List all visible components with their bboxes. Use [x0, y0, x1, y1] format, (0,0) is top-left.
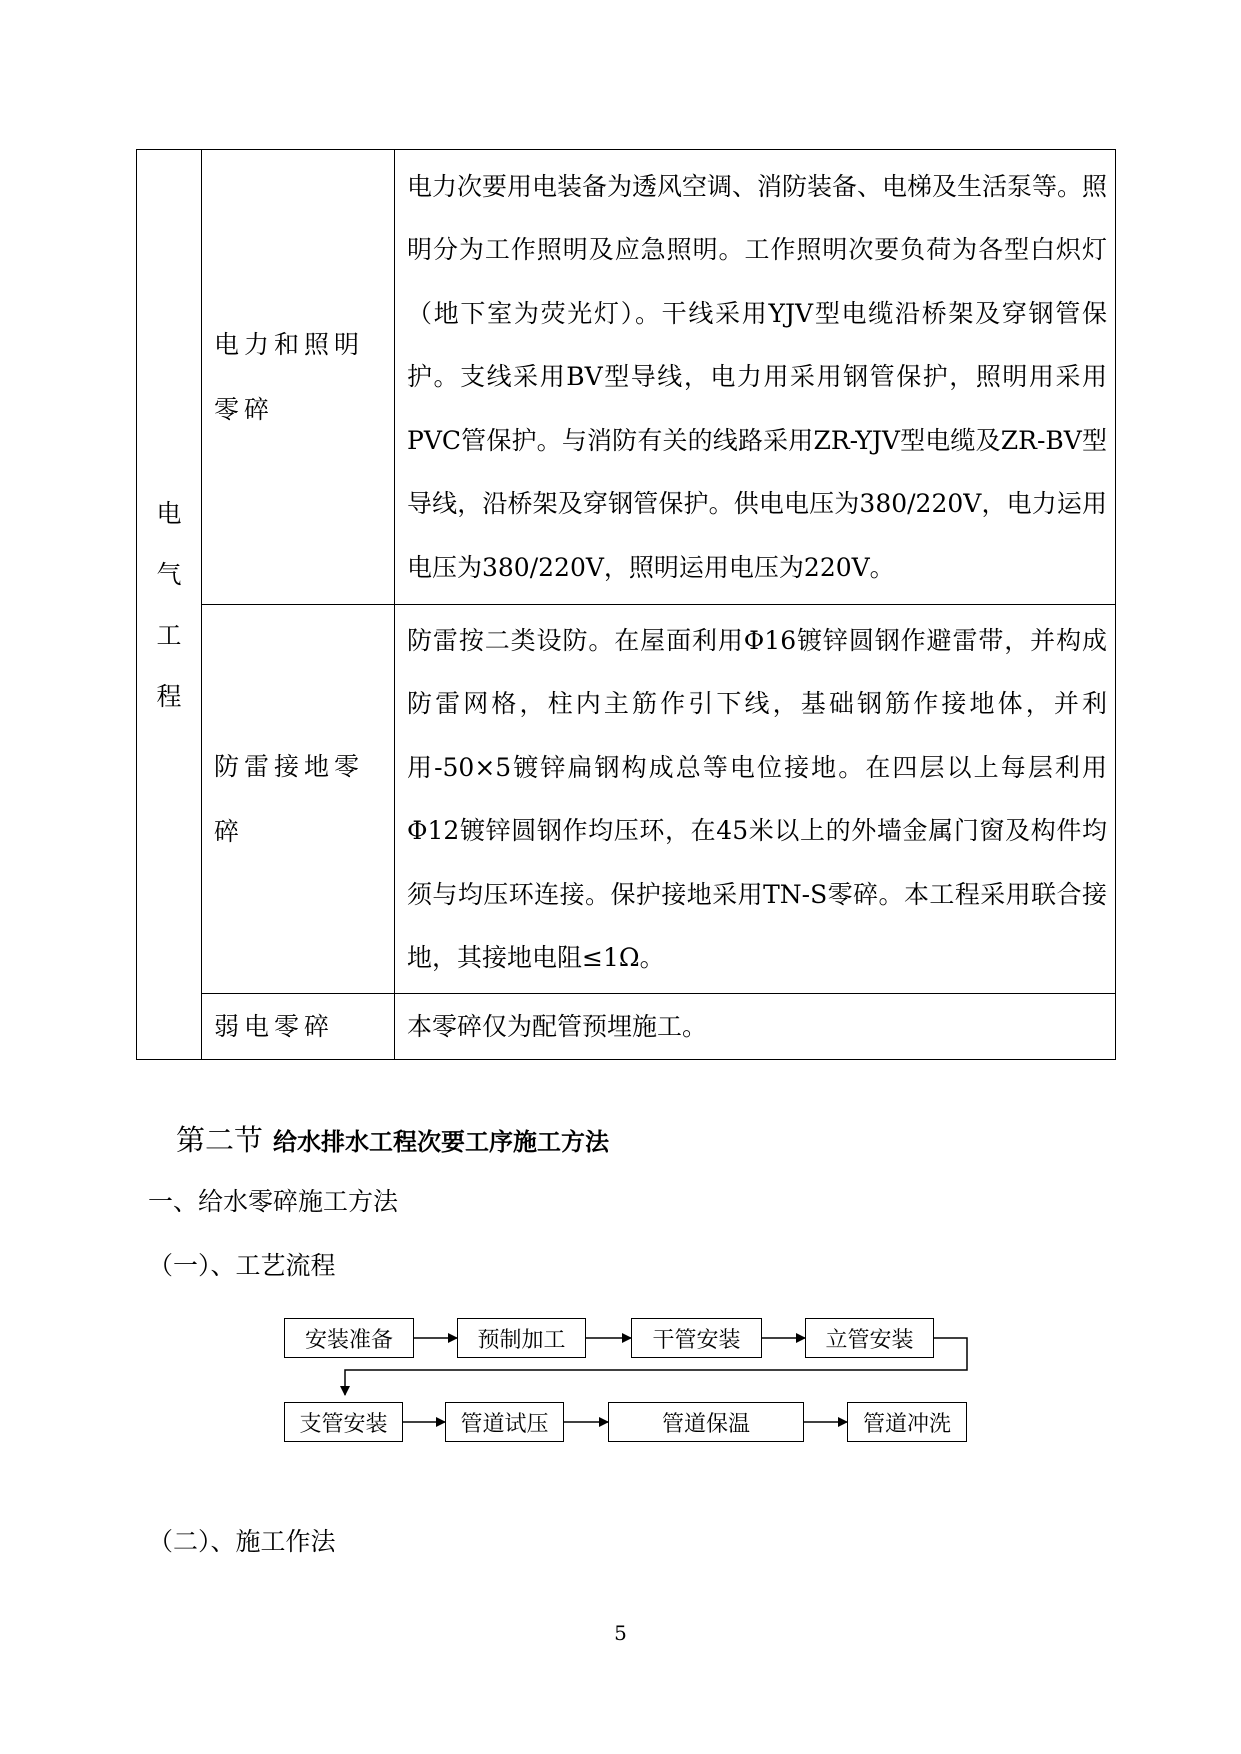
category-char: 气	[156, 559, 182, 589]
flow-step-prefab: 预制加工	[457, 1318, 586, 1358]
flow-step-flushing: 管道冲洗	[847, 1402, 967, 1442]
row-desc-lightning-protection: 防雷按二类设防。在屋面利用Φ16镀锌圆钢作避雷带，并构成防雷网格，柱内主筋作引下线，基础钢筋作接地体，并利用-50×5镀锌扁钢构成总等电位接地。在四层以上每层利用Φ12镀锌圆钢作均压环，在45米以上的外墙金属门窗及构件均须与均压环连接。保护接地采用TN-S零碎。本工程采用联合接地，其接地电阻≤1Ω。	[395, 605, 1116, 994]
row-name-weak-current: 弱电零碎	[202, 994, 395, 1060]
row-name-power-lighting: 电力和照明零碎	[202, 150, 395, 605]
category-char: 程	[156, 681, 182, 711]
row-desc-power-lighting: 电力次要用电装备为透风空调、消防装备、电梯及生活泵等。照明分为工作照明及应急照明。工作照明次要负荷为各型白炽灯（地下室为荧光灯）。干线采用YJV型电缆沿桥架及穿钢管保护。支线采用BV型导线，电力用采用钢管保护，照明用采用PVC管保护。与消防有关的线路采用ZR-YJV型电缆及ZR-BV型导线，沿桥架及穿钢管保护。供电电压为380/220V，电力运用电压为380/220V，照明运用电压为220V。	[395, 150, 1116, 605]
row-name-lightning-protection: 防雷接地零碎	[202, 605, 395, 994]
flow-step-main-pipe: 干管安装	[631, 1318, 762, 1358]
heading-water-supply: 一、给水零碎施工方法	[148, 1187, 399, 1216]
row-desc-weak-current: 本零碎仅为配管预埋施工。	[395, 994, 1116, 1060]
page-number: 5	[614, 1621, 627, 1645]
section-label: 第二节	[176, 1123, 264, 1157]
heading-construction-method: （二）、施工作法	[148, 1527, 336, 1556]
flow-step-branch-pipe: 支管安装	[284, 1402, 403, 1442]
flow-step-pressure-test: 管道试压	[445, 1402, 564, 1442]
flow-step-prepare: 安装准备	[284, 1318, 414, 1358]
flow-step-insulation: 管道保温	[608, 1402, 804, 1442]
category-char: 电	[156, 498, 182, 528]
category-char: 工	[156, 620, 182, 650]
heading-process-flow: （一）、工艺流程	[148, 1251, 336, 1280]
section-title: 给水排水工程次要工序施工方法	[273, 1128, 610, 1156]
flow-step-riser: 立管安装	[805, 1318, 934, 1358]
